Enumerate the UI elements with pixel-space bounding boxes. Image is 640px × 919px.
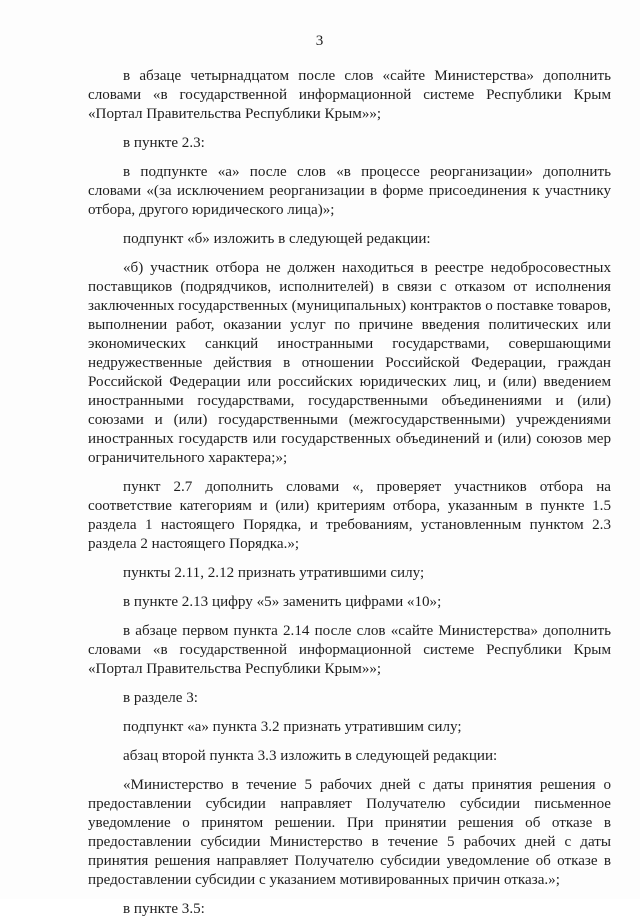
paragraph-8: в пункте 2.13 цифру «5» заменить цифрами «10»; [123, 594, 442, 610]
paragraph-3: в подпункте «а» после слов «в процессе реорганизации» дополнить словами «(за исключением реорганизации в форме присоединения к участнику отбора, другого юридического лица)»; [88, 164, 611, 218]
paragraph-7: пункты 2.11, 2.12 признать утратившими силу; [123, 565, 425, 581]
paragraph-10: в разделе 3: [123, 690, 198, 706]
paragraph-6: пункт 2.7 дополнить словами «, проверяет участников отбора на соответствие категориям и (или) критериям отбора, указанным в пункте 1.5 раздела 1 настоящего Порядка, и требованиям, установленным пунктом 2.3 раздела 2 настоящего Порядка.»; [88, 479, 611, 552]
paragraph-14: в пункте 3.5: [123, 901, 205, 917]
paragraph-9: в абзаце первом пункта 2.14 после слов «сайте Министерства» дополнить словами «в государственной информационной системе Республики Крым «Портал Правительства Республики Крым»»; [88, 623, 611, 677]
paragraph-2: в пункте 2.3: [123, 135, 205, 151]
paragraph-12: абзац второй пункта 3.3 изложить в следующей редакции: [123, 748, 498, 764]
page-number: 3 [315, 33, 324, 49]
paragraph-5: «б) участник отбора не должен находиться в реестре недобросовестных поставщиков (подрядчиков, исполнителей) в связи с отказом от исполнения заключенных государственных (муниципальных) контрактов о поставке товаров, выполнении работ, оказании услуг по причине введения политических или экономических санкций иностранными государствами, совершающими недружественные действия в отношении Российской Федерации, граждан Российской Федерации или российских юридических лиц, и (или) введением иностранными государствами, государственными объединениями и (или) союзами и (или) государственными (межгосударственными) учреждениями иностранных государств или государственных объединений и (или) союзов мер ограничительного характера;»; [88, 260, 611, 466]
paragraph-1: в абзаце четырнадцатом после слов «сайте Министерства» дополнить словами «в государственной информационной системе Республики Крым «Портал Правительства Республики Крым»»; [88, 68, 611, 122]
paragraph-11: подпункт «а» пункта 3.2 признать утратившим силу; [123, 719, 462, 735]
paragraph-13: «Министерство в течение 5 рабочих дней с даты принятия решения о предоставлении субсидии направляет Получателю субсидии письменное уведомление о принятом решении. При принятии решения об отказе в предоставлении субсидии Министерство в течение 5 рабочих дней с даты принятия решения направляет Получателю субсидии уведомление об отказе в предоставлении субсидии с указанием мотивированных причин отказа.»; [88, 777, 611, 888]
paragraph-4: подпункт «б» изложить в следующей редакции: [123, 231, 431, 247]
